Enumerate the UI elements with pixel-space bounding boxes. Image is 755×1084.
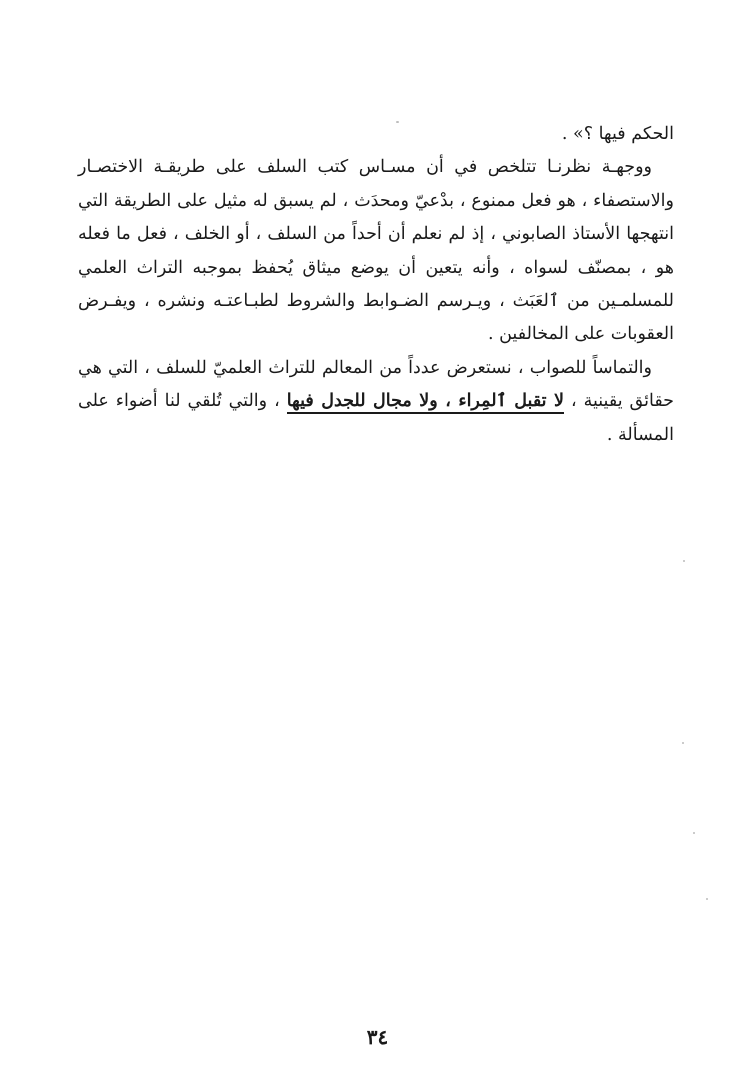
paragraph-viewpoint (78, 151, 674, 351)
scan-speck (396, 121, 399, 123)
scan-speck (683, 560, 685, 562)
paragraph-opening-fragment (78, 118, 674, 151)
paragraph-text-after: ، والتي تُلقي لنا أضواء على المسألة . (78, 391, 674, 445)
scan-speck (693, 832, 695, 834)
scan-speck (682, 742, 684, 744)
scan-speck (706, 898, 708, 900)
paragraph-text-before: والتماساً للصواب ، نستعرض عدداً من المعالم للتراث العلميّ للسلف ، التي هي حقائق يقينية ، (78, 357, 674, 412)
paragraph-landmarks (78, 352, 674, 452)
page-number: ٣٤ (366, 1025, 389, 1049)
body-text (78, 118, 674, 452)
emphasized-phrase: لا تقبل ٱلمِراء ، ولا مجال للجدل فيها (287, 391, 564, 414)
paragraph-text: ووجهـة نظرنـا تتلخص في أن مسـاس كتب السلف على طريقـة الاختصـار والاستصفاء ، هو فعل ممنوع ، بدْعيّ ومحدَث ، لم يسبق له مثيل على الطريقة التي انتهجها الأستاذ الصابوني ، إذ لم نعلم أن أحداً من السلف ، أو الخلف ، فعل ما فعله هو ، بمصنّف لسواه ، وأنه يتعين أن يوضع ميثاق يُحفظ بموجبه التراث العلمي للمسلمـين من ٱلعَبَث ، ويـرسم الضـوابط والشروط لطبـاعتـه ونشره ، ويفـرض العقوبات على المخالفين . (78, 157, 674, 345)
paragraph-text: الحكم فيها ؟» . (561, 124, 674, 144)
